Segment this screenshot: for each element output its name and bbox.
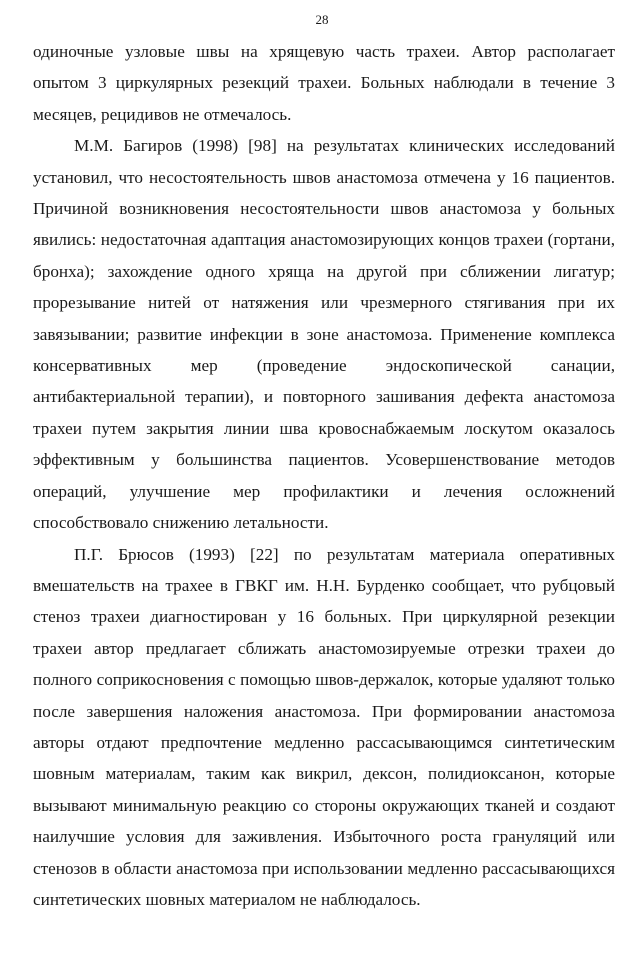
paragraph-bagirov: М.М. Багиров (1998) [98] на результатах клинических исследований установил, что несостоятельность швов анастомоза отмечена у 16 пациентов. Причиной возникновения несостоятельности швов анастомоза у больных явились: недостаточная адаптация анастомозирующих концов трахеи (гортани, бронха); захождение одного хряща на другой при сближении лигатур; прорезывание нитей от натяжения или чрезмерного стягивания при их завязывании; развитие инфекции в зоне анастомоза. Применение комплекса консервативных мер (проведение эндоскопической санации, антибактериальной терапии), и повторного зашивания дефекта анастомоза трахеи путем закрытия линии шва кровоснабжаемым лоскутом оказалось эффективным у большинства пациентов. Усовершенствование методов операций, улучшение мер профилактики и лечения осложнений способствовало снижению летальности. (33, 136, 615, 533)
paragraph-continuation: одиночные узловые швы на хрящевую часть трахеи. Автор располагает опытом 3 циркулярных резекций трахеи. Больных наблюдали в течение 3 месяцев, рецидивов не отмечалось. (33, 42, 615, 124)
paragraph-bryusov: П.Г. Брюсов (1993) [22] по результатам материала оперативных вмешательств на трахее в ГВКГ им. Н.Н. Бурденко сообщает, что рубцовый стеноз трахеи диагностирован у 16 больных. При циркулярной резекции трахеи автор предлагает сближать анастомозируемые отрезки трахеи до полного соприкосновения с помощью швов-держалок, которые удаляют только после завершения наложения анастомоза. При формировании анастомоза авторы отдают предпочтение медленно рассасывающимся синтетическим шовным материалам, таким как викрил, дексон, полидиоксанон, которые вызывают минимальную реакцию со стороны окружающих тканей и создают наилучшие условия для заживления. Избыточного роста грануляций или стенозов в области анастомоза при использовании медленно рассасывающихся синтетических шовных материалом не наблюдалось. (33, 544, 615, 909)
page-number: 28 (315, 12, 329, 27)
document-body (33, 36, 615, 915)
